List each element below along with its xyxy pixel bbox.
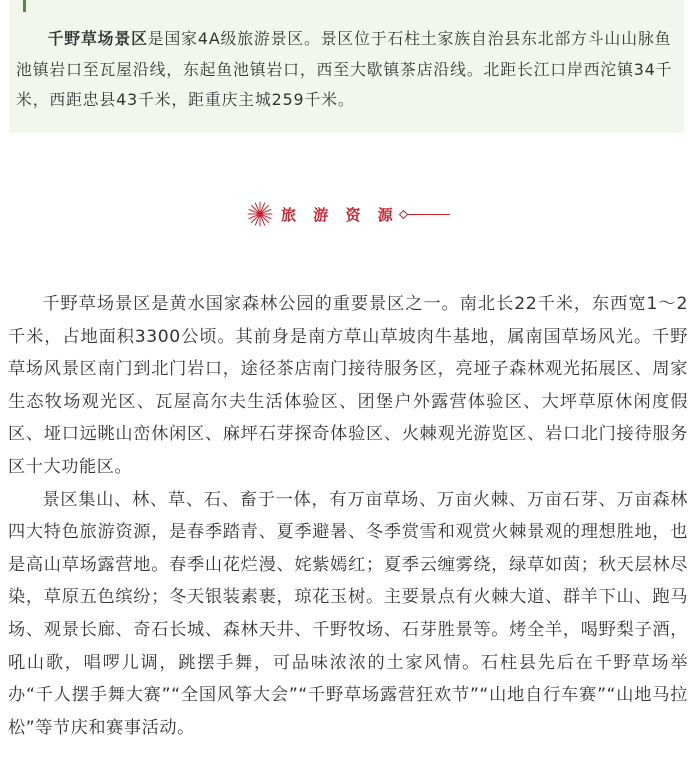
firework-icon xyxy=(245,199,275,229)
diamond-icon xyxy=(399,210,408,219)
section-heading xyxy=(245,199,450,229)
paragraph: 景区集山、林、草、石、畜于一体，有万亩草场、万亩火棘、万亩石芽、万亩森林四大特色旅游资源，是春季踏青、夏季避暑、冬季赏雪和观赏火棘景观的理想胜地，也是高山草场露营地。春季山花烂漫、姹紫嫣红；夏季云缠雾绕，绿草如茵；秋天层林尽染，草原五色缤纷；冬天银装素裹，琼花玉树。主要景点有火棘大道、群羊下山、跑马场、观景长廊、奇石长城、森林天井、千野牧场、石芽胜景等。烤全羊，喝野梨子酒，吼山歌，唱啰儿调，跳摆手舞，可品味浓浓的土家风情。石柱县先后在千野草场举办“千人摆手舞大赛”“全国风筝大会”“千野草场露营狂欢节”“山地自行车赛”“山地马拉松”等节庆和赛事活动。 xyxy=(8,489,688,738)
intro-text xyxy=(16,24,682,116)
intro-box xyxy=(9,0,684,133)
intro-lead: 千野草场景区 xyxy=(47,29,148,48)
paragraph: 千野草场景区是黄水国家森林公园的重要景区之一。南北长22千米，东西宽1～2千米，占地面积3300公顷。其前身是南方草山草坡肉牛基地，属南国草场风光。千野草场风景区南门到北门岩口，途径茶店南门接待服务区，亮垭子森林观光拓展区、周家生态牧场观光区、瓦屋高尔夫生活体验区、团堡户外露营体验区、大坪草原休闲度假区、垭口远眺山峦休闲区、麻坪石芽探奇体验区、火棘观光游览区、岩口北门接待服务区十大功能区。 xyxy=(8,294,688,477)
article-body xyxy=(8,288,688,744)
section-title: 旅 游 资 源 xyxy=(281,205,399,224)
intro-body: 是国家4A级旅游景区。景区位于石柱土家族自治县东北部方斗山山脉鱼池镇岩口至瓦屋沿线，东起鱼池镇岩口，西至大歇镇茶店沿线。北距长江口岸西沱镇34千米，西距忠县43千米，距重庆主城259千米。 xyxy=(16,29,673,109)
intro-accent-bar xyxy=(23,0,26,12)
heading-divider-line xyxy=(408,214,450,215)
